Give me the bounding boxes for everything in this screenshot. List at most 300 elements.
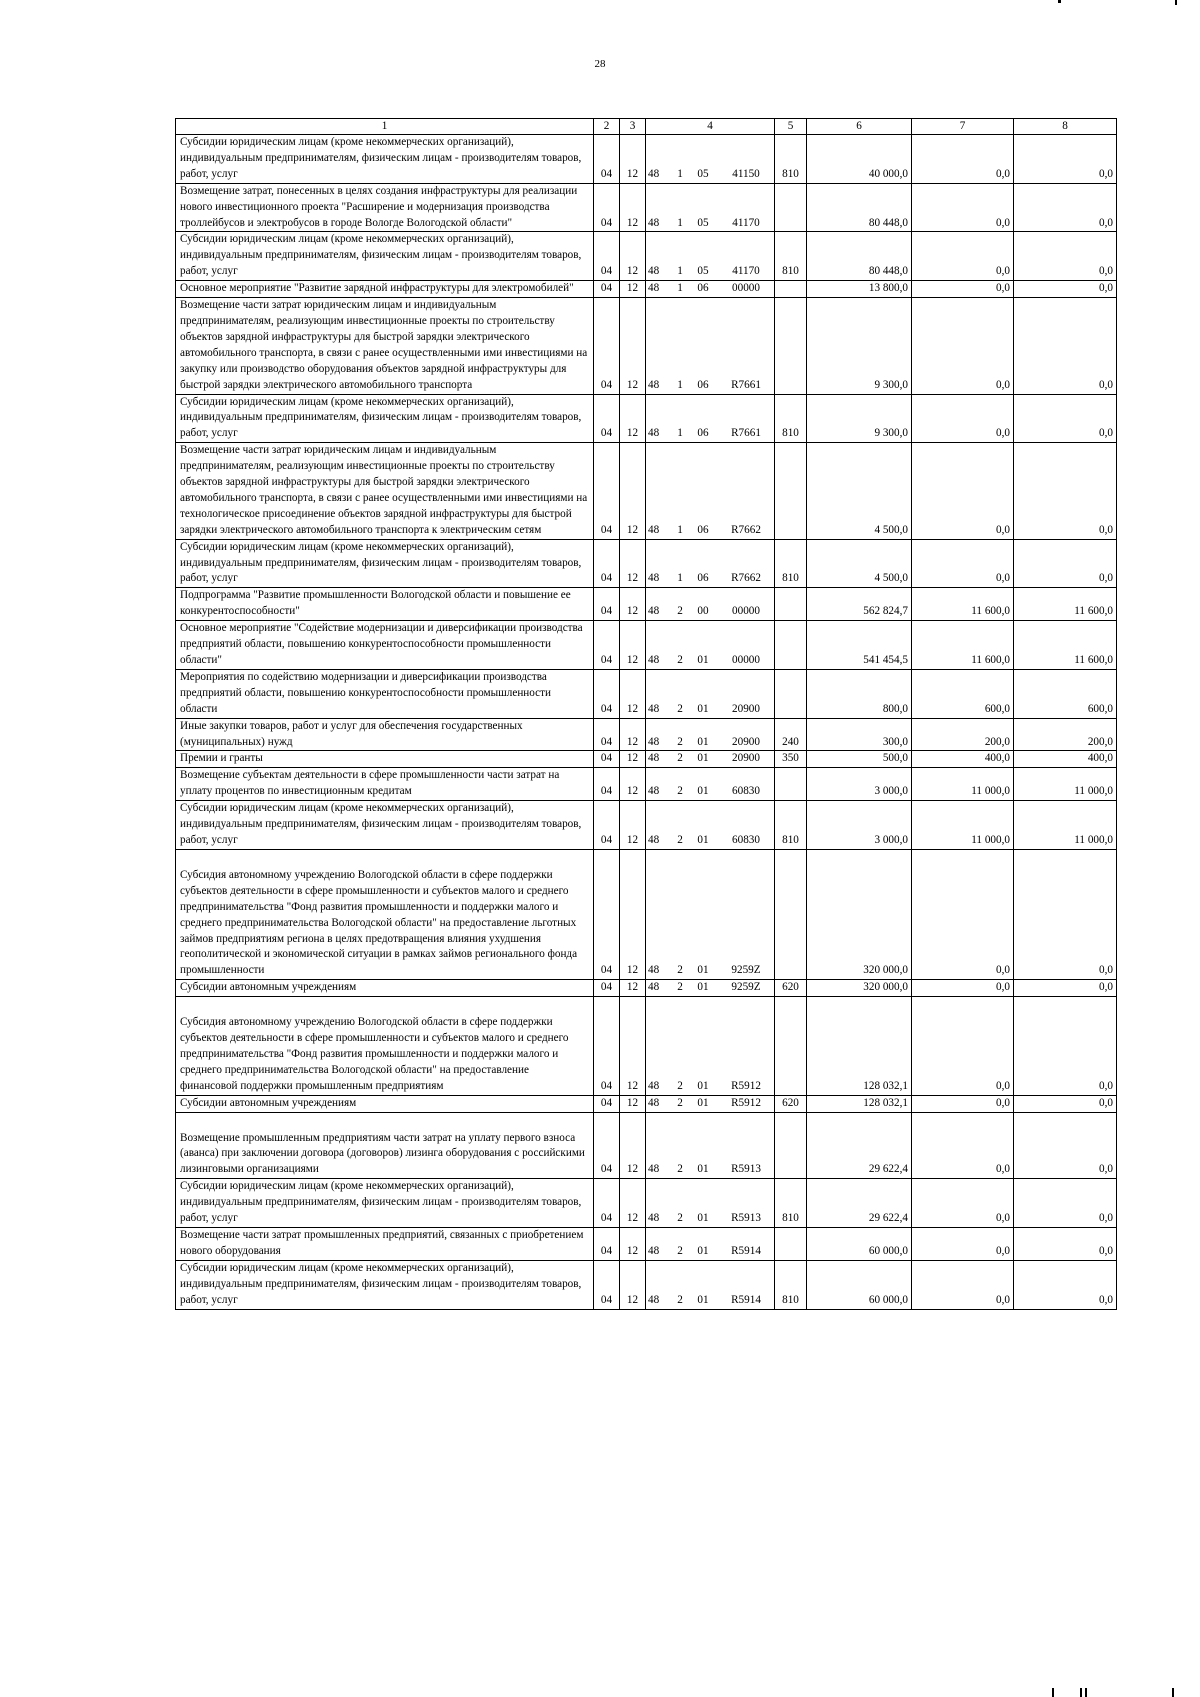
- amount-col-8: 0,0: [1014, 1260, 1117, 1309]
- main-event-code: 01: [697, 981, 709, 994]
- program-code: 48: [648, 572, 660, 585]
- target-article-code: [646, 539, 775, 588]
- expense-type-code: 240: [775, 718, 807, 751]
- scan-mark-bottom-4: [1172, 1688, 1174, 1697]
- expense-type-code: [775, 298, 807, 394]
- program-code: 48: [648, 427, 660, 440]
- amount-col-7: 0,0: [912, 232, 1014, 281]
- main-event-code: 01: [697, 1244, 709, 1257]
- amount-col-7: 0,0: [912, 1112, 1014, 1179]
- amount-col-8: 0,0: [1014, 135, 1117, 184]
- subsection-code: 12: [620, 849, 646, 979]
- subsection-code: 12: [620, 135, 646, 184]
- program-code: 48: [648, 785, 660, 798]
- subsection-code: 12: [620, 183, 646, 232]
- item-name: Субсидия автономному учреждению Вологодской области в сфере поддержки субъектов деятельности в сфере промышленности и субъектов малого и среднего предпринимательства "Фонд развития промышленности и поддержки малого и среднего предпринимательства Вологодской области" на предоставление льготных займов предприятиям региона в целях предотвращения влияния ухудшения геополитической и экономической ситуации в рамках займов регионального фонда промышленности: [176, 849, 594, 979]
- section-code: 04: [594, 394, 620, 443]
- expense-type-code: 810: [775, 232, 807, 281]
- table-row: [176, 183, 1117, 232]
- target-article-code: [646, 1179, 775, 1228]
- direction-code: R5914: [731, 1293, 761, 1306]
- target-article-code: [646, 849, 775, 979]
- amount-col-7: 0,0: [912, 1095, 1014, 1112]
- section-code: 04: [594, 1260, 620, 1309]
- expense-type-code: [775, 183, 807, 232]
- amount-col-6: 320 000,0: [807, 849, 912, 979]
- target-article-code: [646, 588, 775, 621]
- program-code: 48: [648, 523, 660, 536]
- main-event-code: 01: [697, 654, 709, 666]
- amount-col-6: 128 032,1: [807, 997, 912, 1096]
- main-event-code: 06: [697, 427, 709, 440]
- table-row: [176, 801, 1117, 850]
- subprogram-code: 2: [677, 654, 683, 666]
- program-code: 48: [648, 282, 660, 295]
- direction-code: R5913: [731, 1212, 761, 1225]
- table-row: [176, 669, 1117, 718]
- amount-col-7: 11 000,0: [912, 768, 1014, 801]
- amount-col-8: 0,0: [1014, 1228, 1117, 1261]
- item-name: Субсидии юридическим лицам (кроме некоммерческих организаций), индивидуальным предпринимателям, физическим лицам - производителям товаров, работ, услуг: [176, 1179, 594, 1228]
- subsection-code: 12: [620, 1112, 646, 1179]
- amount-col-6: 80 448,0: [807, 232, 912, 281]
- target-article-code: [646, 183, 775, 232]
- direction-code: 9259Z: [731, 981, 761, 994]
- amount-col-6: 60 000,0: [807, 1260, 912, 1309]
- subprogram-code: 2: [677, 1096, 683, 1109]
- item-name: Возмещение промышленным предприятиям части затрат на уплату первого взноса (аванса) при заключении договора (договоров) лизинга оборудования с российскими лизинговыми организациями: [176, 1112, 594, 1179]
- program-code: 48: [648, 167, 660, 180]
- item-name: Субсидии юридическим лицам (кроме некоммерческих организаций), индивидуальным предпринимателям, физическим лицам - производителям товаров, работ, услуг: [176, 394, 594, 443]
- program-code: 48: [648, 702, 660, 715]
- main-event-code: 05: [697, 167, 709, 180]
- table-body: [176, 135, 1117, 1310]
- item-name: Возмещение части затрат юридическим лицам и индивидуальным предпринимателям, реализующим инвестиционные проекты по строительству объектов зарядной инфраструктуры для быстрой зарядки электрического автомобильного транспорта, в связи с ранее осуществленными ими инвестициями на закупку или производство оборудования объектов зарядной инфраструктуры для быстрой зарядки электрического автомобильного транспорта: [176, 298, 594, 394]
- amount-col-6: 29 622,4: [807, 1179, 912, 1228]
- table-row: [176, 997, 1117, 1096]
- amount-col-6: 13 800,0: [807, 281, 912, 298]
- budget-table: [175, 118, 1117, 1310]
- table-row: [176, 298, 1117, 394]
- direction-code: R5913: [731, 1163, 761, 1176]
- direction-code: 60830: [732, 785, 760, 798]
- direction-code: R7662: [731, 572, 761, 585]
- program-code: 48: [648, 1212, 660, 1225]
- expense-type-code: 810: [775, 394, 807, 443]
- amount-col-6: 500,0: [807, 751, 912, 768]
- item-name: Иные закупки товаров, работ и услуг для обеспечения государственных (муниципальных) нужд: [176, 718, 594, 751]
- subprogram-code: 2: [677, 605, 683, 618]
- item-name: Субсидии юридическим лицам (кроме некоммерческих организаций), индивидуальным предпринимателям, физическим лицам - производителям товаров, работ, услуг: [176, 232, 594, 281]
- target-article-code: [646, 1095, 775, 1112]
- main-event-code: 06: [697, 523, 709, 536]
- target-article-code: [646, 1260, 775, 1309]
- table-row: [176, 1228, 1117, 1261]
- amount-col-8: 0,0: [1014, 980, 1117, 997]
- table-row: [176, 281, 1117, 298]
- section-code: 04: [594, 443, 620, 539]
- expense-type-code: 810: [775, 1260, 807, 1309]
- main-event-code: 06: [697, 378, 709, 391]
- amount-col-6: 3 000,0: [807, 768, 912, 801]
- amount-col-6: 800,0: [807, 669, 912, 718]
- expense-type-code: [775, 1112, 807, 1179]
- target-article-code: [646, 801, 775, 850]
- scan-mark-top-right: [1058, 0, 1061, 3]
- main-event-code: 01: [697, 1212, 709, 1225]
- section-code: 04: [594, 621, 620, 670]
- amount-col-8: 0,0: [1014, 298, 1117, 394]
- amount-col-7: 0,0: [912, 394, 1014, 443]
- amount-col-7: 0,0: [912, 443, 1014, 539]
- main-event-code: 01: [697, 1096, 709, 1109]
- target-article-code: [646, 751, 775, 768]
- target-article-code: [646, 1112, 775, 1179]
- header-col-6: 6: [807, 119, 912, 135]
- item-name: Субсидия автономному учреждению Вологодской области в сфере поддержки субъектов деятельности в сфере промышленности и субъектов малого и среднего предпринимательства "Фонд развития промышленности и поддержки малого и среднего предпринимательства Вологодской области" на предоставление финансовой поддержки промышленным предприятиям: [176, 997, 594, 1096]
- table-row: [176, 751, 1117, 768]
- header-col-1: 1: [176, 119, 594, 135]
- subsection-code: 12: [620, 621, 646, 670]
- subsection-code: 12: [620, 669, 646, 718]
- table-row: [176, 1095, 1117, 1112]
- subsection-code: 12: [620, 751, 646, 768]
- scan-mark-bottom-2: [1080, 1688, 1082, 1697]
- subprogram-code: 1: [677, 523, 683, 536]
- amount-col-7: 0,0: [912, 281, 1014, 298]
- section-code: 04: [594, 768, 620, 801]
- header-col-3: 3: [620, 119, 646, 135]
- expense-type-code: [775, 669, 807, 718]
- amount-col-8: 600,0: [1014, 669, 1117, 718]
- main-event-code: 01: [697, 785, 709, 798]
- subsection-code: 12: [620, 980, 646, 997]
- expense-type-code: 810: [775, 539, 807, 588]
- amount-col-7: 0,0: [912, 1179, 1014, 1228]
- item-name: Субсидии автономным учреждениям: [176, 980, 594, 997]
- table-row: [176, 135, 1117, 184]
- amount-col-7: 0,0: [912, 298, 1014, 394]
- target-article-code: [646, 1228, 775, 1261]
- subsection-code: 12: [620, 588, 646, 621]
- target-article-code: [646, 768, 775, 801]
- subprogram-code: 2: [677, 702, 683, 715]
- direction-code: R5912: [731, 1079, 761, 1092]
- main-event-code: 01: [697, 1293, 709, 1306]
- amount-col-7: 0,0: [912, 1260, 1014, 1309]
- main-event-code: 05: [697, 216, 709, 229]
- section-code: 04: [594, 1112, 620, 1179]
- target-article-code: [646, 298, 775, 394]
- subprogram-code: 2: [677, 1079, 683, 1092]
- expense-type-code: [775, 443, 807, 539]
- program-code: 48: [648, 1244, 660, 1257]
- item-name: Возмещение затрат, понесенных в целях создания инфраструктуры для реализации нового инвестиционного проекта "Расширение и модернизация производства троллейбусов и электробусов в городе Вологде Вологодской области": [176, 183, 594, 232]
- amount-col-7: 400,0: [912, 751, 1014, 768]
- expense-type-code: 350: [775, 751, 807, 768]
- amount-col-6: 128 032,1: [807, 1095, 912, 1112]
- direction-code: 41150: [732, 167, 760, 180]
- item-name: Субсидии юридическим лицам (кроме некоммерческих организаций), индивидуальным предпринимателям, физическим лицам - производителям товаров, работ, услуг: [176, 801, 594, 850]
- subsection-code: 12: [620, 539, 646, 588]
- header-col-8: 8: [1014, 119, 1117, 135]
- amount-col-8: 0,0: [1014, 1095, 1117, 1112]
- target-article-code: [646, 980, 775, 997]
- expense-type-code: [775, 768, 807, 801]
- program-code: 48: [648, 964, 660, 977]
- header-col-5: 5: [775, 119, 807, 135]
- table-row: [176, 539, 1117, 588]
- expense-type-code: [775, 588, 807, 621]
- direction-code: R7662: [731, 523, 761, 536]
- expense-type-code: 810: [775, 1179, 807, 1228]
- expense-type-code: 620: [775, 1095, 807, 1112]
- subprogram-code: 1: [677, 265, 683, 278]
- header-col-7: 7: [912, 119, 1014, 135]
- subsection-code: 12: [620, 718, 646, 751]
- program-code: 48: [648, 654, 660, 666]
- amount-col-8: 200,0: [1014, 718, 1117, 751]
- amount-col-6: 9 300,0: [807, 298, 912, 394]
- amount-col-8: 0,0: [1014, 443, 1117, 539]
- section-code: 04: [594, 135, 620, 184]
- subprogram-code: 2: [677, 752, 683, 765]
- target-article-code: [646, 997, 775, 1096]
- amount-col-7: 0,0: [912, 997, 1014, 1096]
- item-name: Возмещение части затрат промышленных предприятий, связанных с приобретением нового оборудования: [176, 1228, 594, 1261]
- target-article-code: [646, 669, 775, 718]
- subprogram-code: 2: [677, 1163, 683, 1176]
- main-event-code: 05: [697, 265, 709, 278]
- amount-col-7: 600,0: [912, 669, 1014, 718]
- amount-col-8: 0,0: [1014, 1112, 1117, 1179]
- item-name: Мероприятия по содействию модернизации и диверсификации производства предприятий области, повышению конкурентоспособности промышленности области: [176, 669, 594, 718]
- main-event-code: 01: [697, 735, 709, 748]
- amount-col-6: 562 824,7: [807, 588, 912, 621]
- subsection-code: 12: [620, 1179, 646, 1228]
- section-code: 04: [594, 1179, 620, 1228]
- subsection-code: 12: [620, 1095, 646, 1112]
- subsection-code: 12: [620, 768, 646, 801]
- subsection-code: 12: [620, 443, 646, 539]
- subprogram-code: 2: [677, 964, 683, 977]
- subprogram-code: 2: [677, 735, 683, 748]
- subprogram-code: 2: [677, 1244, 683, 1257]
- amount-col-6: 541 454,5: [807, 621, 912, 670]
- main-event-code: 01: [697, 1163, 709, 1176]
- direction-code: 41170: [732, 216, 760, 229]
- direction-code: 41170: [732, 265, 760, 278]
- header-col-4: 4: [646, 119, 775, 135]
- table-row: [176, 621, 1117, 670]
- amount-col-8: 0,0: [1014, 997, 1117, 1096]
- target-article-code: [646, 394, 775, 443]
- direction-code: R5914: [731, 1244, 761, 1257]
- table-row: [176, 768, 1117, 801]
- table-row: [176, 980, 1117, 997]
- table-row: [176, 718, 1117, 751]
- subsection-code: 12: [620, 801, 646, 850]
- amount-col-8: 0,0: [1014, 232, 1117, 281]
- subprogram-code: 1: [677, 427, 683, 440]
- amount-col-7: 0,0: [912, 980, 1014, 997]
- main-event-code: 06: [697, 282, 709, 295]
- section-code: 04: [594, 849, 620, 979]
- direction-code: 60830: [732, 833, 760, 846]
- program-code: 48: [648, 1163, 660, 1176]
- subprogram-code: 2: [677, 785, 683, 798]
- direction-code: 20900: [732, 752, 760, 765]
- amount-col-6: 80 448,0: [807, 183, 912, 232]
- table-row: [176, 1260, 1117, 1309]
- expense-type-code: 810: [775, 801, 807, 850]
- program-code: 48: [648, 833, 660, 846]
- table-row: [176, 1112, 1117, 1179]
- header-col-2: 2: [594, 119, 620, 135]
- target-article-code: [646, 443, 775, 539]
- table-row: [176, 232, 1117, 281]
- expense-type-code: 810: [775, 135, 807, 184]
- section-code: 04: [594, 539, 620, 588]
- amount-col-7: 11 000,0: [912, 801, 1014, 850]
- direction-code: R7661: [731, 378, 761, 391]
- amount-col-6: 29 622,4: [807, 1112, 912, 1179]
- program-code: 48: [648, 1079, 660, 1092]
- direction-code: 9259Z: [731, 964, 761, 977]
- item-name: Подпрограмма "Развитие промышленности Вологодской области и повышение ее конкурентоспособности": [176, 588, 594, 621]
- scan-mark-top-right-2: [1175, 0, 1177, 5]
- program-code: 48: [648, 265, 660, 278]
- item-name: Возмещение субъектам деятельности в сфере промышленности части затрат на уплату процентов по инвестиционным кредитам: [176, 768, 594, 801]
- section-code: 04: [594, 281, 620, 298]
- section-code: 04: [594, 232, 620, 281]
- amount-col-6: 9 300,0: [807, 394, 912, 443]
- amount-col-7: 0,0: [912, 1228, 1014, 1261]
- amount-col-8: 0,0: [1014, 281, 1117, 298]
- target-article-code: [646, 281, 775, 298]
- table-row: [176, 443, 1117, 539]
- main-event-code: 01: [697, 702, 709, 715]
- table-row: [176, 394, 1117, 443]
- item-name: Субсидии автономным учреждениям: [176, 1095, 594, 1112]
- table-row: [176, 588, 1117, 621]
- amount-col-6: 3 000,0: [807, 801, 912, 850]
- amount-col-8: 0,0: [1014, 183, 1117, 232]
- amount-col-8: 11 600,0: [1014, 588, 1117, 621]
- target-article-code: [646, 621, 775, 670]
- subprogram-code: 2: [677, 1212, 683, 1225]
- main-event-code: 06: [697, 572, 709, 585]
- page-number: 28: [594, 58, 606, 70]
- expense-type-code: [775, 849, 807, 979]
- target-article-code: [646, 718, 775, 751]
- amount-col-6: 40 000,0: [807, 135, 912, 184]
- amount-col-6: 4 500,0: [807, 539, 912, 588]
- expense-type-code: [775, 997, 807, 1096]
- section-code: 04: [594, 751, 620, 768]
- subprogram-code: 2: [677, 1293, 683, 1306]
- expense-type-code: [775, 1228, 807, 1261]
- amount-col-8: 0,0: [1014, 849, 1117, 979]
- subsection-code: 12: [620, 281, 646, 298]
- item-name: Субсидии юридическим лицам (кроме некоммерческих организаций), индивидуальным предпринимателям, физическим лицам - производителям товаров, работ, услуг: [176, 539, 594, 588]
- amount-col-7: 200,0: [912, 718, 1014, 751]
- main-event-code: 01: [697, 1079, 709, 1092]
- amount-col-8: 0,0: [1014, 394, 1117, 443]
- subprogram-code: 1: [677, 216, 683, 229]
- amount-col-8: 0,0: [1014, 539, 1117, 588]
- program-code: 48: [648, 605, 660, 618]
- section-code: 04: [594, 1228, 620, 1261]
- program-code: 48: [648, 1293, 660, 1306]
- table-row: [176, 1179, 1117, 1228]
- program-code: 48: [648, 378, 660, 391]
- program-code: 48: [648, 735, 660, 748]
- target-article-code: [646, 232, 775, 281]
- subprogram-code: 1: [677, 378, 683, 391]
- direction-code: R7661: [731, 427, 761, 440]
- program-code: 48: [648, 1096, 660, 1109]
- direction-code: R5912: [731, 1096, 761, 1109]
- amount-col-8: 0,0: [1014, 1179, 1117, 1228]
- direction-code: 20900: [732, 702, 760, 715]
- amount-col-6: 4 500,0: [807, 443, 912, 539]
- amount-col-7: 0,0: [912, 183, 1014, 232]
- subsection-code: 12: [620, 298, 646, 394]
- amount-col-6: 60 000,0: [807, 1228, 912, 1261]
- amount-col-8: 11 600,0: [1014, 621, 1117, 670]
- section-code: 04: [594, 1095, 620, 1112]
- expense-type-code: 620: [775, 980, 807, 997]
- subsection-code: 12: [620, 394, 646, 443]
- main-event-code: 00: [697, 605, 709, 618]
- subsection-code: 12: [620, 232, 646, 281]
- main-event-code: 01: [697, 964, 709, 977]
- subprogram-code: 2: [677, 981, 683, 994]
- direction-code: 00000: [732, 605, 760, 618]
- target-article-code: [646, 135, 775, 184]
- section-code: 04: [594, 997, 620, 1096]
- direction-code: 00000: [732, 654, 760, 666]
- section-code: 04: [594, 669, 620, 718]
- amount-col-6: 320 000,0: [807, 980, 912, 997]
- program-code: 48: [648, 752, 660, 765]
- table-row: [176, 849, 1117, 979]
- amount-col-6: 300,0: [807, 718, 912, 751]
- subprogram-code: 2: [677, 833, 683, 846]
- table-header-row: [176, 119, 1117, 135]
- main-event-code: 01: [697, 752, 709, 765]
- subsection-code: 12: [620, 1228, 646, 1261]
- section-code: 04: [594, 298, 620, 394]
- section-code: 04: [594, 980, 620, 997]
- scan-mark-bottom-3: [1085, 1688, 1087, 1697]
- subsection-code: 12: [620, 1260, 646, 1309]
- item-name: Субсидии юридическим лицам (кроме некоммерческих организаций), индивидуальным предпринимателям, физическим лицам - производителям товаров, работ, услуг: [176, 1260, 594, 1309]
- amount-col-7: 11 600,0: [912, 621, 1014, 670]
- amount-col-7: 11 600,0: [912, 588, 1014, 621]
- program-code: 48: [648, 981, 660, 994]
- item-name: Премии и гранты: [176, 751, 594, 768]
- amount-col-8: 400,0: [1014, 751, 1117, 768]
- item-name: Возмещение части затрат юридическим лицам и индивидуальным предпринимателям, реализующим инвестиционные проекты по строительству объектов зарядной инфраструктуры для быстрой зарядки электрического автомобильного транспорта, в связи с ранее осуществленными ими инвестициями на технологическое присоединение объектов зарядной инфраструктуры для быстрой зарядки электрического автомобильного транспорта к электрическим сетям: [176, 443, 594, 539]
- subsection-code: 12: [620, 997, 646, 1096]
- section-code: 04: [594, 718, 620, 751]
- amount-col-7: 0,0: [912, 849, 1014, 979]
- section-code: 04: [594, 801, 620, 850]
- subprogram-code: 1: [677, 167, 683, 180]
- program-code: 48: [648, 216, 660, 229]
